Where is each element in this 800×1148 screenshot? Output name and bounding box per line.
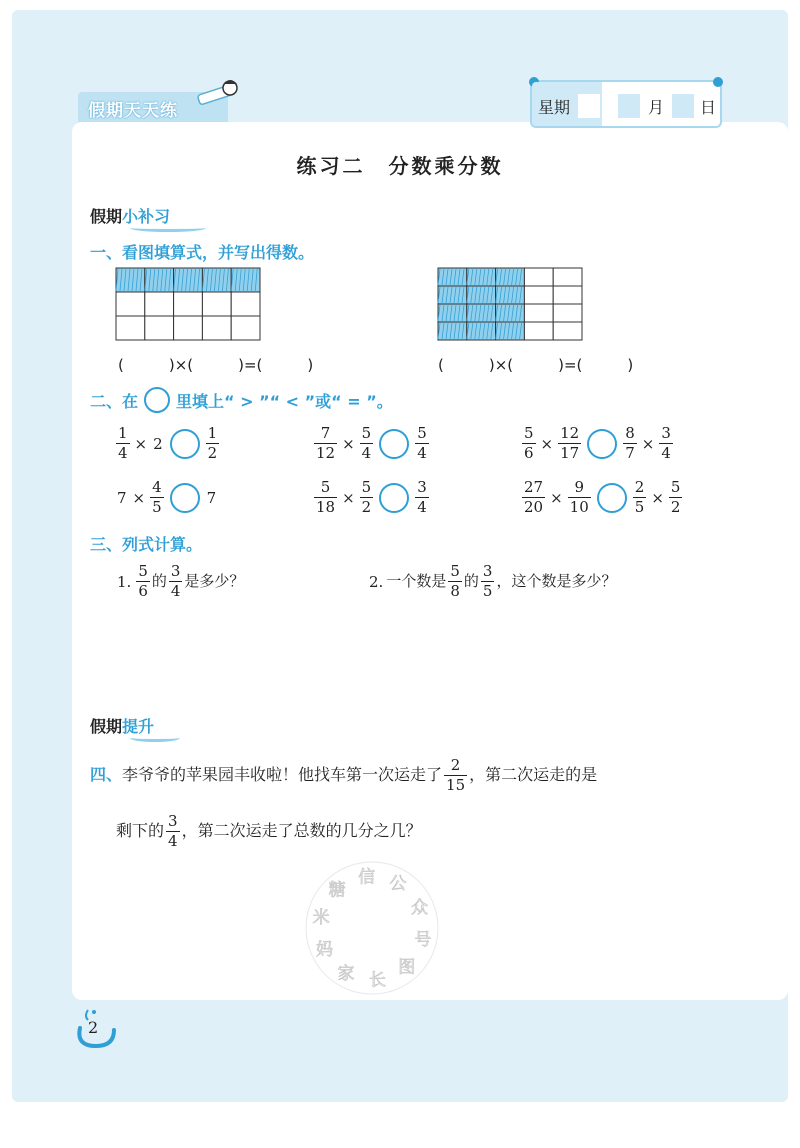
stamp-char: 号 <box>414 929 432 950</box>
section-heading-improve: 假期提升 <box>90 714 154 737</box>
stamp-char: 糖 <box>328 880 346 901</box>
date-week-label: 星期 <box>538 98 571 117</box>
stamp-char: 妈 <box>315 940 333 961</box>
question-3-label: 三、列式计算。 <box>90 535 203 554</box>
grid-cell <box>553 268 582 286</box>
compare-circle[interactable] <box>379 429 409 459</box>
page-title: 练习二 分数乘分数 <box>296 154 504 178</box>
mascot-icon <box>196 74 242 114</box>
grid-cell <box>553 304 582 322</box>
stamp-char: 信 <box>358 867 376 888</box>
grid-cell <box>145 292 174 316</box>
compare-item-3: $\frac{5}{6}$ × $\frac{12}{17}$ $\frac{8}{7}$ × $\frac{3}{4}$ <box>524 424 671 462</box>
circle-icon <box>144 387 170 413</box>
date-day-label: 日 <box>700 98 717 117</box>
compare-item-5: $\frac{5}{18}$ × $\frac{5}{2}$ $\frac{3}{4}$ <box>316 478 427 516</box>
grid-diagram-b <box>436 266 586 342</box>
compare-item-2: $\frac{7}{12}$ × $\frac{5}{4}$ $\frac{5}{4}$ <box>316 424 427 462</box>
grid-cell <box>174 292 203 316</box>
answer-blank-a[interactable]: ( )×( )=( ) <box>118 356 314 374</box>
grid-cell <box>116 316 145 340</box>
question-4-line-1: 四、李爷爷的苹果园丰收啦！他找车第一次运走了 $\frac{2}{15}$ ，第二次运走的是 <box>90 756 598 794</box>
stamp-char: 长 <box>368 970 386 991</box>
compare-circle[interactable] <box>170 483 200 513</box>
answer-blank-b[interactable]: ( )×( )=( ) <box>438 356 634 374</box>
stamp-char: 米 <box>312 908 330 929</box>
stamp-char: 公 <box>389 873 407 894</box>
compare-item-4: 7 × $\frac{4}{5}$ 7 <box>117 478 217 516</box>
grid-cell <box>524 304 553 322</box>
grid-cell <box>553 286 582 304</box>
stamp-char: 图 <box>398 957 416 978</box>
grid-cell <box>524 286 553 304</box>
grid-diagram-a <box>114 266 264 342</box>
day-blank[interactable] <box>672 94 694 118</box>
date-box <box>530 80 722 128</box>
problem-3-1: 1. $\frac{5}{6}$ 的 $\frac{3}{4}$ 是多少？ <box>117 562 245 600</box>
section-heading-review: 假期小补习 <box>90 204 170 227</box>
banner-text: 假期天天练 <box>88 101 178 121</box>
week-blank[interactable] <box>578 94 600 118</box>
stamp-char: 家 <box>337 964 355 985</box>
compare-item-1: $\frac{1}{4}$ × 2 $\frac{1}{2}$ <box>118 424 218 462</box>
grid-cell <box>145 316 174 340</box>
date-month-label: 月 <box>648 98 665 117</box>
grid-cell <box>231 292 260 316</box>
grid-cell <box>202 292 231 316</box>
grid-cell <box>553 322 582 340</box>
grid-cell <box>174 316 203 340</box>
grid-cell <box>524 268 553 286</box>
compare-circle[interactable] <box>587 429 617 459</box>
stamp-char: 众 <box>411 897 429 918</box>
compare-item-6: $\frac{27}{20}$ × $\frac{9}{10}$ $\frac{2}{5}$ × $\frac{5}{2}$ <box>524 478 681 516</box>
problem-3-2: 2. 一个数是 $\frac{5}{8}$ 的 $\frac{3}{5}$ ，这个数是多少？ <box>369 562 617 600</box>
pin-icon <box>713 77 723 87</box>
watermark-stamp <box>302 858 442 998</box>
question-1-label: 一、看图填算式，并写出得数。 <box>90 243 315 262</box>
question-2-label: 二、在 里填上“ > ”“ < ”或“ = ”。 <box>90 387 393 413</box>
grid-cell <box>524 322 553 340</box>
page-number: 2 <box>88 1018 99 1037</box>
month-blank[interactable] <box>618 94 640 118</box>
grid-cell <box>202 316 231 340</box>
compare-circle[interactable] <box>170 429 200 459</box>
question-4-line-2: 剩下的 $\frac{3}{4}$ ，第二次运走了总数的几分之几？ <box>116 812 422 850</box>
compare-circle[interactable] <box>379 483 409 513</box>
compare-circle[interactable] <box>597 483 627 513</box>
grid-cell <box>116 292 145 316</box>
grid-cell <box>231 316 260 340</box>
